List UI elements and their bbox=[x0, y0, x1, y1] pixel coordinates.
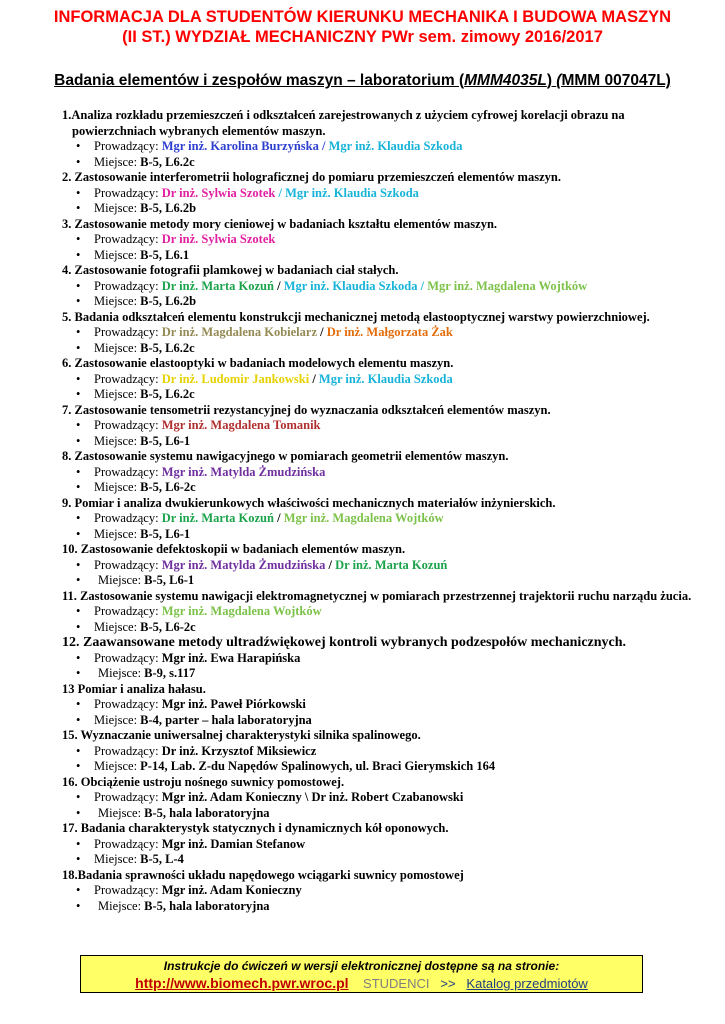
bullet-icon: • bbox=[76, 666, 81, 680]
instructor-row bbox=[62, 697, 702, 713]
location-label: Miejsce: bbox=[94, 154, 141, 169]
lab-exercise-item bbox=[62, 496, 702, 543]
bullet-icon: • bbox=[76, 480, 81, 494]
location-row bbox=[62, 759, 702, 775]
location-label: Miejsce: bbox=[98, 666, 145, 680]
location-label: Miejsce: bbox=[94, 526, 141, 541]
bullet-icon: • bbox=[76, 759, 81, 773]
instructor-label: Prowadzący: bbox=[94, 185, 162, 200]
bullet-icon: • bbox=[76, 247, 81, 262]
exercise-title: 12. Zaawansowane metody ultradźwiękowej kontroli wybranych podzespołów mechanicznych. bbox=[62, 635, 627, 650]
lab-exercise-item bbox=[62, 403, 702, 450]
exercise-title: 18.Badania sprawności układu napędowego wciągarki suwnicy pomostowej bbox=[62, 867, 464, 882]
instructor-label: Prowadzący: bbox=[94, 371, 162, 386]
instructor-name: / bbox=[273, 511, 284, 525]
lab-exercise-item bbox=[62, 635, 702, 682]
bullet-icon: • bbox=[76, 185, 81, 200]
exercise-title: 6. Zastosowanie elastooptyki w badaniach modelowych elementu maszyn. bbox=[62, 356, 454, 370]
bullet-icon: • bbox=[76, 805, 81, 820]
instructor-name: / bbox=[318, 139, 329, 153]
bullet-icon: • bbox=[76, 511, 81, 525]
location-value: B-5, L6-2c bbox=[140, 480, 196, 494]
lab-exercise-item bbox=[62, 310, 702, 357]
location-label: Miejsce: bbox=[98, 898, 145, 913]
instructor-name: Dr inż. Małgorzata Żak bbox=[326, 325, 453, 339]
bullet-icon: • bbox=[76, 418, 81, 432]
instructor-label: Prowadzący: bbox=[94, 790, 162, 804]
instructor-name: / bbox=[325, 557, 336, 572]
location-value: B-5, L6.2b bbox=[140, 201, 197, 215]
bullet-icon: • bbox=[76, 325, 81, 339]
instructor-row bbox=[62, 139, 702, 155]
bullet-icon: • bbox=[76, 712, 81, 727]
instructor-name: Dr inż. Marta Kozuń bbox=[161, 278, 274, 293]
instructor-label: Prowadzący: bbox=[94, 604, 162, 618]
lab-exercise-item bbox=[62, 589, 702, 636]
lab-exercise-item bbox=[62, 108, 702, 170]
exercise-title: 7. Zastosowanie tensometrii rezystancyjnej do wyznaczania odkształceń elementów maszyn. bbox=[62, 402, 551, 417]
lab-exercise-item bbox=[62, 542, 702, 589]
lab-exercise-item bbox=[62, 682, 702, 729]
instructor-row bbox=[62, 465, 702, 481]
location-row bbox=[62, 852, 702, 868]
exercise-title: 3. Zastosowanie metody mory cieniowej w badaniach kształtu elementów maszyn. bbox=[62, 216, 498, 231]
location-value: B-5, L6.2c bbox=[140, 154, 195, 169]
instructor-label: Prowadzący: bbox=[94, 464, 162, 479]
bullet-icon: • bbox=[76, 433, 81, 448]
bullet-icon: • bbox=[76, 619, 81, 634]
lab-exercise-item bbox=[62, 821, 702, 868]
lab-exercise-item bbox=[62, 775, 702, 822]
bullet-icon: • bbox=[76, 898, 81, 913]
instructor-label: Prowadzący: bbox=[94, 743, 162, 758]
instructor-label: Prowadzący: bbox=[94, 278, 162, 293]
instructor-name: Mgr inż. Magdalena Wojtków bbox=[161, 604, 322, 618]
location-label: Miejsce: bbox=[94, 759, 141, 773]
exercise-title: 11. Zastosowanie systemu nawigacji elektromagnetycznej w pomiarach przestrzennej trajektorii ruchu narządu żucia. bbox=[62, 588, 692, 603]
location-row bbox=[62, 666, 702, 682]
exercise-title: 13 Pomiar i analiza hałasu. bbox=[62, 681, 206, 696]
location-row bbox=[62, 620, 702, 636]
bullet-icon: • bbox=[76, 294, 81, 308]
bullet-icon: • bbox=[76, 743, 81, 758]
lab-exercise-item bbox=[62, 728, 702, 775]
location-value: B-5, L6-1 bbox=[144, 573, 195, 587]
bullet-icon: • bbox=[76, 883, 81, 897]
instructor-row bbox=[62, 279, 702, 295]
location-row bbox=[62, 248, 702, 264]
instructor-name: Mgr inż. Karolina Burzyńska bbox=[161, 139, 319, 153]
location-value: B-5, L6.2c bbox=[140, 387, 195, 401]
instructor-name: Mgr inż. Klaudia Szkoda bbox=[318, 371, 453, 386]
location-label: Miejsce: bbox=[98, 573, 145, 587]
instructor-row bbox=[62, 651, 702, 667]
instructor-name: / bbox=[273, 278, 284, 293]
instructor-label: Prowadzący: bbox=[94, 697, 162, 711]
instructor-label: Prowadzący: bbox=[94, 883, 162, 897]
location-label: Miejsce: bbox=[94, 712, 141, 727]
instructor-name: Dr inż. Magdalena Kobielarz bbox=[161, 325, 317, 339]
location-value: B-5, L6-1 bbox=[140, 433, 191, 448]
location-row bbox=[62, 341, 702, 357]
instructor-name: Mgr inż. Magdalena Wojtków bbox=[283, 511, 444, 525]
location-value: B-5, L6.1 bbox=[140, 247, 190, 262]
instructor-name: Dr inż. Sylwia Szotek bbox=[161, 185, 276, 200]
instructor-row bbox=[62, 790, 702, 806]
instructor-name: / bbox=[309, 371, 319, 386]
location-value: B-5, L-4 bbox=[140, 852, 184, 866]
instructor-label: Prowadzący: bbox=[94, 418, 162, 432]
instructor-label: Prowadzący: bbox=[94, 836, 162, 851]
instructor-name: Dr inż. Marta Kozuń bbox=[335, 557, 448, 572]
instructor-row bbox=[62, 511, 702, 527]
bullet-icon: • bbox=[76, 232, 81, 246]
location-row bbox=[62, 806, 702, 822]
location-label: Miejsce: bbox=[94, 480, 141, 494]
instructor-name: / bbox=[275, 185, 286, 200]
instructor-name: Mgr inż. Klaudia Szkoda bbox=[285, 185, 419, 200]
instructor-name: Dr inż. Krzysztof Miksiewicz bbox=[161, 743, 317, 758]
location-value: P-14, Lab. Z-du Napędów Spalinowych, ul. Braci Gierymskich 164 bbox=[140, 759, 496, 773]
location-row bbox=[62, 155, 702, 171]
instructor-label: Prowadzący: bbox=[94, 511, 162, 525]
instructions-text: Instrukcje do ćwiczeń w wersji elektronicznej dostępne są na stronie: bbox=[163, 959, 560, 973]
instructor-row bbox=[62, 604, 702, 620]
instructor-row bbox=[62, 186, 702, 202]
lab-exercise-list bbox=[62, 108, 702, 914]
instructor-row bbox=[62, 883, 702, 899]
lab-exercise-item bbox=[62, 170, 702, 217]
instructor-label: Prowadzący: bbox=[94, 650, 162, 665]
instructor-label: Prowadzący: bbox=[94, 557, 162, 572]
instructor-row bbox=[62, 232, 702, 248]
instructor-name: / bbox=[317, 325, 327, 339]
instructor-name: Mgr inż. Paweł Piórkowski bbox=[161, 697, 306, 711]
course-subtitle bbox=[0, 72, 725, 90]
instructor-label: Prowadzący: bbox=[94, 325, 162, 339]
exercise-title: 1.Analiza rozkładu przemieszczeń i odkształceń zarejestrowanych z użyciem cyfrowej korelacji obrazu na powierzchniach wybranych elementów maszyn. bbox=[62, 108, 625, 138]
lab-exercise-item bbox=[62, 356, 702, 403]
location-value: B-5, L6.2c bbox=[140, 340, 195, 355]
instructor-name: Mgr inż. Ewa Harapińska bbox=[161, 650, 301, 665]
bullet-icon: • bbox=[76, 139, 81, 153]
exercise-title: 16. Obciążenie ustroju nośnego suwnicy pomostowej. bbox=[62, 774, 345, 789]
header-title-line2: (II ST.) WYDZIAŁ MECHANICZNY PWr sem. zimowy 2016/2017 bbox=[122, 28, 603, 46]
location-label: Miejsce: bbox=[98, 805, 145, 820]
instructor-row bbox=[62, 837, 702, 853]
instructor-name: Mgr inż. Klaudia Szkoda bbox=[328, 139, 463, 153]
location-label: Miejsce: bbox=[94, 433, 141, 448]
arrow-separator: >> bbox=[440, 976, 456, 991]
location-value: B-4, parter – hala laboratoryjna bbox=[140, 712, 312, 727]
bullet-icon: • bbox=[76, 340, 81, 355]
bullet-icon: • bbox=[76, 464, 81, 479]
location-label: Miejsce: bbox=[94, 852, 141, 866]
course-catalog-link[interactable]: Katalog przedmiotów bbox=[466, 976, 588, 991]
instructor-label: Prowadzący: bbox=[94, 139, 162, 153]
location-value: B-5, L6.2b bbox=[140, 294, 197, 308]
location-label: Miejsce: bbox=[94, 294, 141, 308]
location-label: Miejsce: bbox=[94, 340, 141, 355]
bullet-icon: • bbox=[76, 387, 81, 401]
instructor-row bbox=[62, 558, 702, 574]
course-code-1: MMM4035L bbox=[464, 72, 547, 89]
bullet-icon: • bbox=[76, 154, 81, 169]
instructor-name: Mgr inż. Adam Konieczny \ Dr inż. Robert Czabanowski bbox=[161, 790, 464, 804]
exercise-title: 8. Zastosowanie systemu nawigacyjnego w pomiarach geometrii elementów maszyn. bbox=[62, 449, 509, 463]
bullet-icon: • bbox=[76, 604, 81, 618]
exercise-title: 10. Zastosowanie defektoskopii w badaniach elementów maszyn. bbox=[62, 542, 406, 556]
website-link[interactable]: http://www.biomech.pwr.wroc.pl bbox=[135, 975, 349, 991]
bullet-icon: • bbox=[76, 526, 81, 541]
location-row bbox=[62, 434, 702, 450]
exercise-title: 9. Pomiar i analiza dwukierunkowych właściwości mechanicznych materiałów inżynierskich. bbox=[62, 495, 556, 510]
header-title-line1: INFORMACJA DLA STUDENTÓW KIERUNKU MECHANIKA I BUDOWA MASZYN bbox=[53, 8, 672, 26]
exercise-title: 4. Zastosowanie fotografii plamkowej w badaniach ciał stałych. bbox=[62, 263, 399, 277]
bullet-icon: • bbox=[76, 557, 81, 572]
instructor-row bbox=[62, 418, 702, 434]
instructor-name: Mgr inż. Matylda Żmudzińska bbox=[161, 557, 326, 572]
location-row bbox=[62, 573, 702, 589]
instructor-name: Mgr inż. Damian Stefanow bbox=[161, 836, 306, 851]
exercise-title: 15. Wyznaczanie uniwersalnej charakterystyki silnika spalinowego. bbox=[62, 728, 421, 742]
instructor-name: / bbox=[417, 278, 428, 293]
instructions-box bbox=[80, 955, 643, 993]
location-value: B-5, L6-2c bbox=[140, 619, 196, 634]
location-value: B-5, hala laboratoryjna bbox=[144, 898, 270, 913]
course-code-2: MMM 007047L) bbox=[561, 72, 671, 89]
lab-exercise-item bbox=[62, 868, 702, 915]
instructor-row bbox=[62, 744, 702, 760]
instructor-name: Mgr inż. Klaudia Szkoda bbox=[283, 278, 418, 293]
location-row bbox=[62, 387, 702, 403]
lab-exercise-item bbox=[62, 217, 702, 264]
bullet-icon: • bbox=[76, 201, 81, 215]
subtitle-mid: ) bbox=[546, 72, 557, 89]
bullet-icon: • bbox=[76, 697, 81, 711]
bullet-icon: • bbox=[76, 278, 81, 293]
bullet-icon: • bbox=[76, 836, 81, 851]
instructions-links bbox=[81, 975, 642, 991]
lab-exercise-item bbox=[62, 449, 702, 496]
exercise-title: 17. Badania charakterystyk statycznych i dynamicznych kół oponowych. bbox=[62, 821, 449, 835]
location-value: B-5, hala laboratoryjna bbox=[144, 805, 270, 820]
instructor-name: Dr inż. Marta Kozuń bbox=[161, 511, 274, 525]
location-label: Miejsce: bbox=[94, 247, 141, 262]
location-row bbox=[62, 713, 702, 729]
location-row bbox=[62, 527, 702, 543]
location-row bbox=[62, 201, 702, 217]
lab-exercise-item bbox=[62, 263, 702, 310]
exercise-title: 2. Zastosowanie interferometrii holograficznej do pomiaru przemieszczeń elementów maszyn. bbox=[62, 170, 561, 184]
location-label: Miejsce: bbox=[94, 619, 141, 634]
instructor-label: Prowadzący: bbox=[94, 232, 162, 246]
subtitle-paren: ( bbox=[556, 72, 562, 89]
exercise-title: 5. Badania odkształceń elementu konstrukcji mechanicznej metodą elastooptycznej warstwy powierzchniowej. bbox=[62, 309, 650, 324]
location-row bbox=[62, 294, 702, 310]
instructor-name: Mgr inż. Matylda Żmudzińska bbox=[161, 464, 326, 479]
location-row bbox=[62, 899, 702, 915]
bullet-icon: • bbox=[76, 573, 81, 587]
studenci-link[interactable]: STUDENCI bbox=[363, 976, 430, 991]
subtitle-prefix: Badania elementów i zespołów maszyn – laboratorium ( bbox=[54, 72, 465, 89]
bullet-icon: • bbox=[76, 852, 81, 866]
location-label: Miejsce: bbox=[94, 387, 141, 401]
location-value: B-9, s.117 bbox=[144, 666, 196, 680]
instructor-name: Mgr inż. Adam Konieczny bbox=[161, 883, 302, 897]
instructor-name: Dr inż. Ludomir Jankowski bbox=[161, 371, 310, 386]
location-label: Miejsce: bbox=[94, 201, 141, 215]
location-value: B-5, L6-1 bbox=[140, 526, 191, 541]
instructor-name: Mgr inż. Magdalena Wojtków bbox=[427, 278, 588, 293]
instructor-name: Mgr inż. Magdalena Tomanik bbox=[161, 418, 321, 432]
instructor-name: Dr inż. Sylwia Szotek bbox=[161, 232, 276, 246]
bullet-icon: • bbox=[76, 650, 81, 665]
bullet-icon: • bbox=[76, 371, 81, 386]
instructor-row bbox=[62, 325, 702, 341]
bullet-icon: • bbox=[76, 790, 81, 804]
location-row bbox=[62, 480, 702, 496]
instructor-row bbox=[62, 372, 702, 388]
